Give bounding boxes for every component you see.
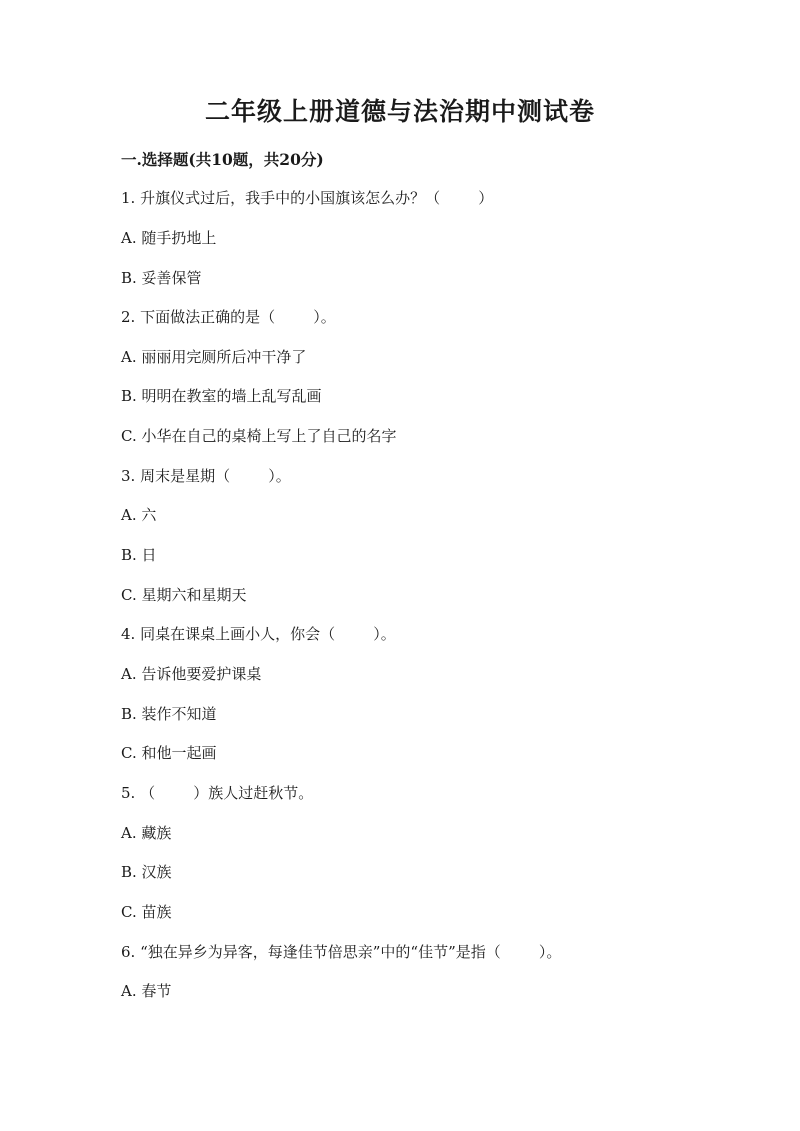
question-4: 4. 同桌在课桌上画小人，你会（ ）。 bbox=[121, 625, 396, 643]
option-4c: C. 和他一起画 bbox=[121, 744, 217, 762]
option-4a: A. 告诉他要爱护课桌 bbox=[121, 665, 262, 683]
page-title: 二年级上册道德与法治期中测试卷 bbox=[204, 97, 595, 126]
question-6: 6. “独在异乡为异客，每逢佳节倍思亲”中的“佳节”是指（ ）。 bbox=[121, 943, 562, 961]
section-heading: 一.选择题(共10题，共20分) bbox=[121, 150, 324, 169]
option-1a: A. 随手扔地上 bbox=[121, 229, 217, 247]
option-2c: C. 小华在自己的桌椅上写上了自己的名字 bbox=[121, 427, 397, 445]
option-5b: B. 汉族 bbox=[121, 863, 172, 881]
question-3: 3. 周末是星期（ ）。 bbox=[121, 467, 291, 485]
option-6a: A. 春节 bbox=[121, 982, 172, 1000]
question-2: 2. 下面做法正确的是（ ）。 bbox=[121, 308, 336, 326]
option-3c: C. 星期六和星期天 bbox=[121, 586, 247, 604]
question-5: 5. （ ）族人过赶秋节。 bbox=[121, 784, 314, 802]
option-5a: A. 藏族 bbox=[121, 824, 172, 842]
option-4b: B. 装作不知道 bbox=[121, 705, 217, 723]
option-3a: A. 六 bbox=[121, 506, 157, 524]
option-5c: C. 苗族 bbox=[121, 903, 172, 921]
option-1b: B. 妥善保管 bbox=[121, 269, 202, 287]
option-2a: A. 丽丽用完厕所后冲干净了 bbox=[121, 348, 307, 366]
option-3b: B. 日 bbox=[121, 546, 157, 564]
option-2b: B. 明明在教室的墙上乱写乱画 bbox=[121, 387, 322, 405]
question-1: 1. 升旗仪式过后，我手中的小国旗该怎么办？（ ） bbox=[121, 189, 494, 207]
